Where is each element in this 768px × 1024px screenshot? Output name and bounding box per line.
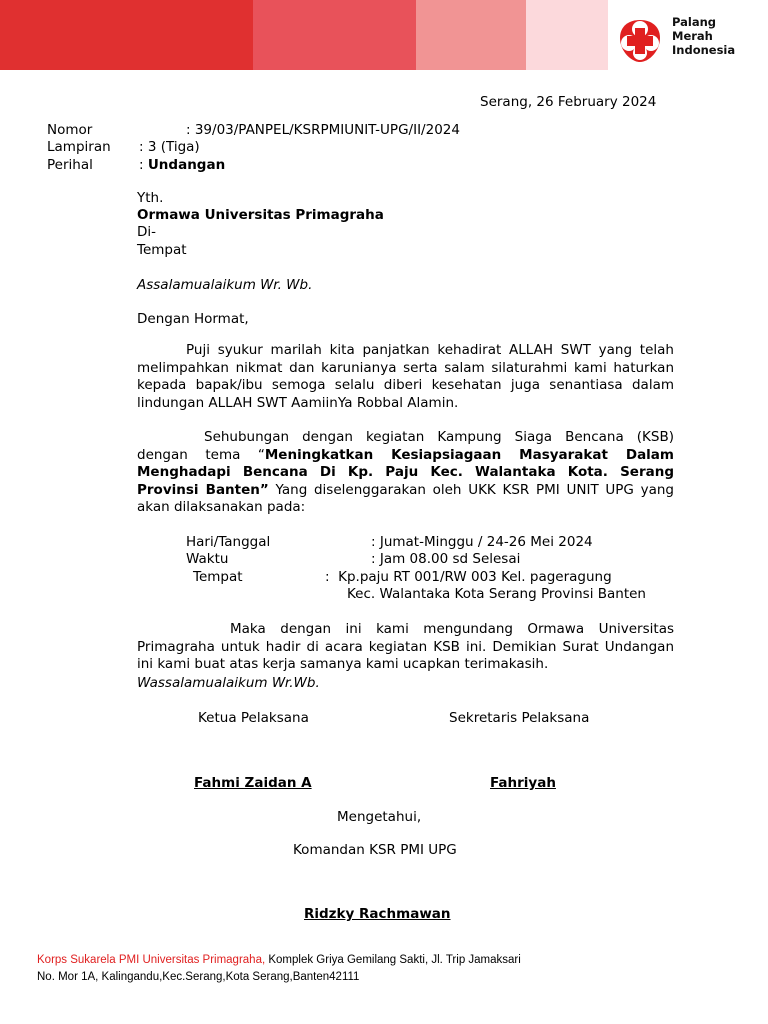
perihal-separator: : <box>139 157 148 173</box>
org-line-1: Palang <box>672 15 717 29</box>
header-band-4 <box>526 0 608 70</box>
paragraph-2 <box>137 429 674 517</box>
tempat-value-line2: Kec. Walantaka Kota Serang Provinsi Banten <box>347 586 646 602</box>
tempat-label: Tempat <box>193 569 243 585</box>
greeting: Dengan Hormat, <box>137 311 249 327</box>
komandan-title: Komandan KSR PMI UPG <box>293 842 457 858</box>
nomor-label: Nomor <box>47 122 93 138</box>
perihal-row <box>139 157 225 173</box>
waktu-label: Waktu <box>186 551 229 567</box>
footer-org: Korps Sukarela PMI Universitas Primagraha, <box>37 954 266 966</box>
paragraph-2-theme: Meningkatkan Kesiapsiagaan Masyarakat Dalam Menghadapi Bencana Di Kp. Paju Kec. Walantaka Kota. Serang Provinsi Banten” <box>137 446 674 498</box>
header-band-3 <box>416 0 526 70</box>
header-band-2 <box>253 0 416 70</box>
paragraph-2-rest: Yang diselenggarakan oleh UKK KSR PMI UNIT UPG yang akan dilaksanakan pada: <box>137 481 674 515</box>
closing-salam: Wassalamualaikum Wr.Wb. <box>137 675 320 691</box>
ketua-name: Fahmi Zaidan A <box>194 775 312 791</box>
org-line-2: Merah <box>672 29 713 43</box>
komandan-name: Ridzky Rachmawan <box>304 906 451 922</box>
footer-address <box>37 952 521 986</box>
place-date: Serang, 26 February 2024 <box>480 94 657 110</box>
paragraph-1: Puji syukur marilah kita panjatkan kehadirat ALLAH SWT yang telah melimpahkan nikmat dan karunianya serta salam silaturahmi kami haturkan kepada bapak/ibu semoga selalu diberi kesehatan juga senantiasa dalam lindungan ALLAH SWT AamiinYa Robbal Alamin. <box>137 342 674 411</box>
tempat-value: : Kp.paju RT 001/RW 003 Kel. pageragung <box>325 569 612 585</box>
hari-value: : Jumat-Minggu / 24-26 Mei 2024 <box>371 534 593 550</box>
recipient-di: Di- <box>137 224 157 240</box>
sekretaris-name: Fahriyah <box>490 775 556 791</box>
footer-address-1: Komplek Griya Gemilang Sakti, Jl. Trip Jamaksari <box>265 954 521 966</box>
red-cross-icon <box>616 17 664 65</box>
perihal-label: Perihal <box>47 157 93 173</box>
lampiran-label: Lampiran <box>47 139 111 155</box>
header-band-1 <box>0 0 253 70</box>
recipient-tempat: Tempat <box>137 242 187 258</box>
perihal-value: Undangan <box>147 157 226 173</box>
org-name <box>672 15 735 57</box>
hari-label: Hari/Tanggal <box>186 534 271 550</box>
footer-address-2: No. Mor 1A, Kalingandu,Kec.Serang,Kota Serang,Banten42111 <box>37 971 360 983</box>
opening-salam: Assalamualaikum Wr. Wb. <box>137 277 313 293</box>
nomor-value: : 39/03/PANPEL/KSRPMIUNIT-UPG/II/2024 <box>186 122 460 138</box>
paragraph-2-intro: Sehubungan dengan kegiatan Kampung Siaga Bencana (KSB) dengan tema “ <box>137 429 674 463</box>
lampiran-value: : 3 (Tiga) <box>139 139 200 155</box>
org-line-3: Indonesia <box>672 43 736 57</box>
footer-line-1 <box>37 952 521 969</box>
mengetahui: Mengetahui, <box>337 809 422 825</box>
pmi-logo <box>616 17 664 65</box>
paragraph-3: Maka dengan ini kami mengundang Ormawa Universitas Primagraha untuk hadir di acara kegiatan KSB ini. Demikian Surat Undangan ini kami buat atas kerja samanya kami ucapkan terimakasih. <box>137 621 674 672</box>
waktu-value: : Jam 08.00 sd Selesai <box>371 551 521 567</box>
sekretaris-title: Sekretaris Pelaksana <box>449 710 590 726</box>
recipient-name: Ormawa Universitas Primagraha <box>137 207 384 223</box>
recipient-yth: Yth. <box>137 190 164 206</box>
ketua-title: Ketua Pelaksana <box>198 710 309 726</box>
